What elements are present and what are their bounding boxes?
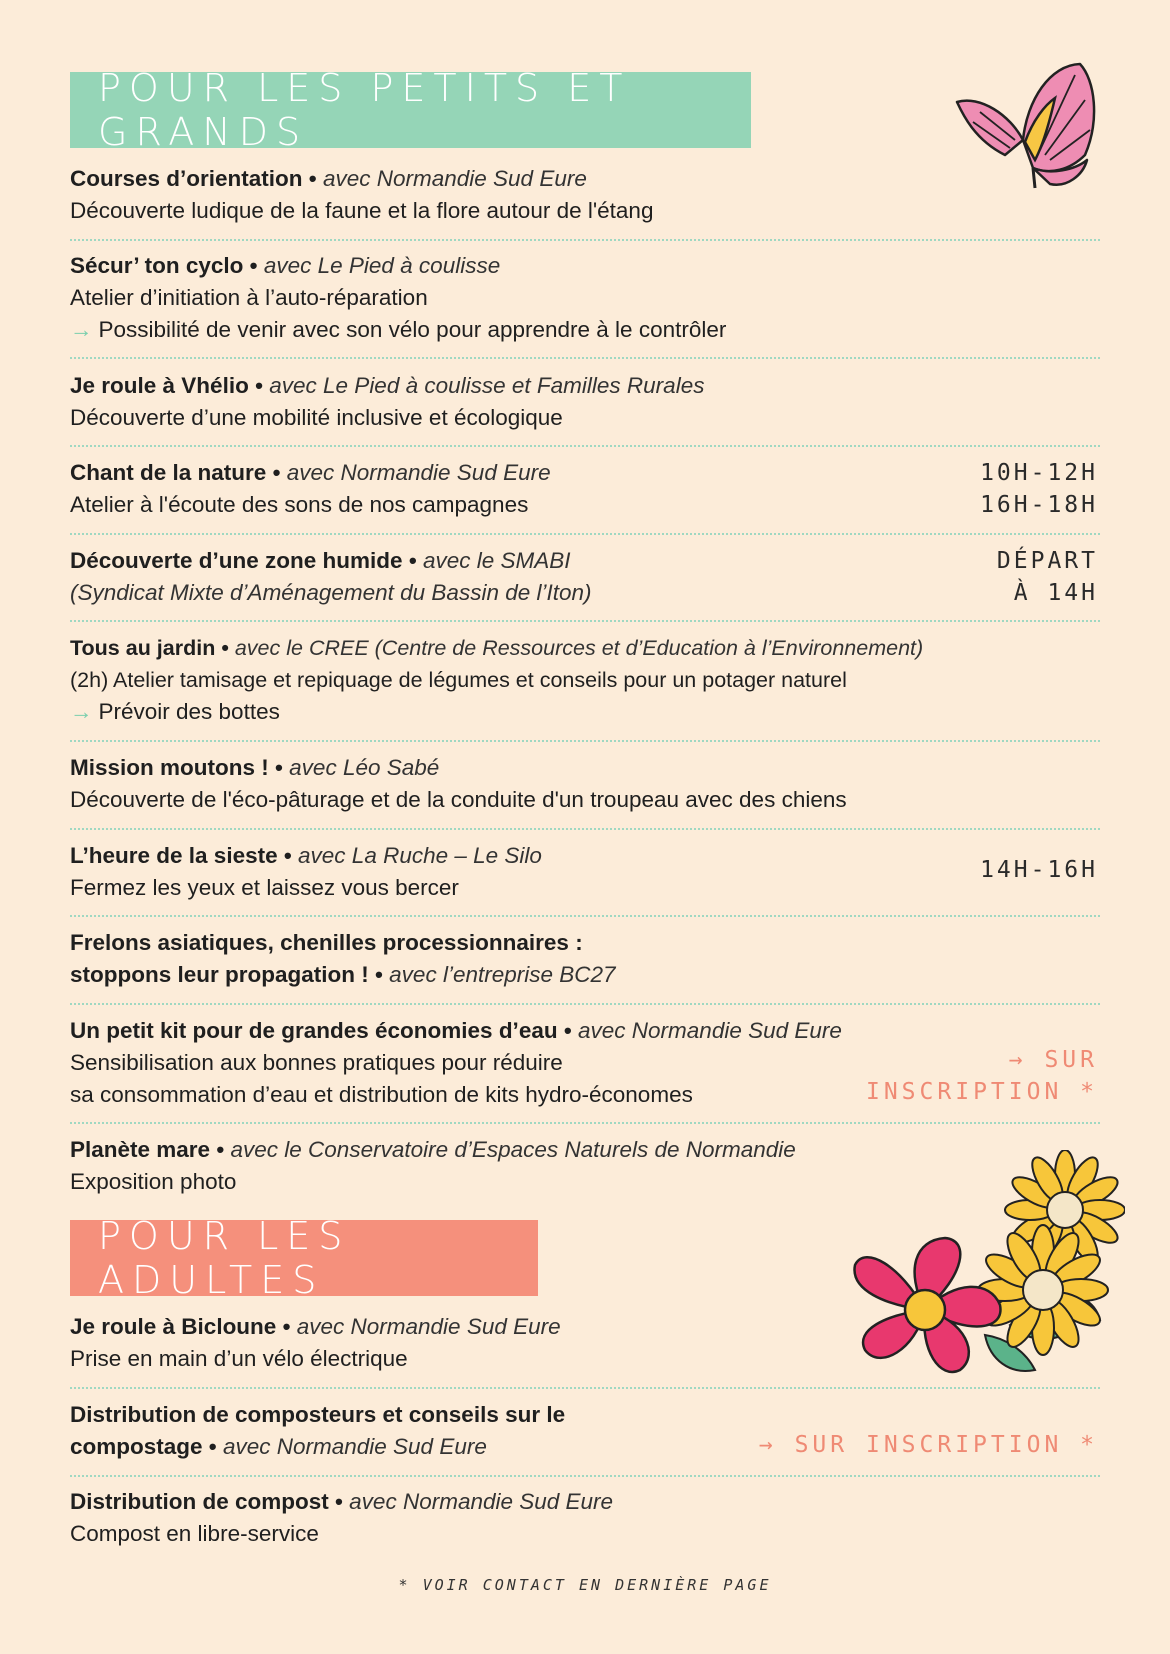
- activity-description: Découverte de l'éco-pâturage et de la conduite d'un troupeau avec des chiens: [70, 787, 847, 812]
- activity-partner: avec Normandie Sud Eure: [349, 1489, 614, 1514]
- section-title-adultes: POUR LES ADULTES: [70, 1220, 538, 1296]
- separator: [70, 1122, 1100, 1124]
- activity-partner: avec La Ruche – Le Silo: [298, 843, 542, 868]
- activity-partner: avec Le Pied à coulisse: [263, 253, 501, 278]
- footnote: * VOIR CONTACT EN DERNIÈRE PAGE: [398, 1576, 772, 1594]
- activity-name: compostage: [70, 1434, 203, 1459]
- activity-description: Découverte ludique de la faune et la flore autour de l'étang: [70, 198, 654, 223]
- activity-frelons: Frelons asiatiques, chenilles processionnaires : stoppons leur propagation ! • avec l’entreprise BC27: [70, 927, 1100, 991]
- arrow-right-icon: →: [70, 699, 93, 724]
- activity-description: (2h) Atelier tamisage et repiquage de légumes et conseils pour un potager naturel: [70, 668, 847, 692]
- activity-name: Je roule à Vhélio: [70, 373, 249, 398]
- separator: [70, 1475, 1100, 1477]
- activity-description: (Syndicat Mixte d’Aménagement du Bassin de l’Iton): [70, 580, 592, 605]
- activity-je-roule-bicloune: Je roule à Bicloune • avec Normandie Sud Eure Prise en main d’un vélo électrique: [70, 1311, 1100, 1375]
- activity-partner: avec le Conservatoire d’Espaces Naturels de Normandie: [230, 1137, 796, 1162]
- activity-name: Frelons asiatiques, chenilles processionnaires :: [70, 930, 583, 955]
- activity-zone-humide: Découverte d’une zone humide • avec le SMABI (Syndicat Mixte d’Aménagement du Bassin de l’Iton): [70, 545, 1100, 609]
- activity-partner: avec Le Pied à coulisse et Familles Rurales: [269, 373, 705, 398]
- activity-partner: avec Normandie Sud Eure: [222, 1434, 487, 1459]
- separator: [70, 1387, 1100, 1389]
- activity-partner: avec Normandie Sud Eure: [578, 1018, 842, 1043]
- activity-partner: avec Normandie Sud Eure: [286, 460, 551, 485]
- separator: [70, 533, 1100, 535]
- activity-name: Chant de la nature: [70, 460, 267, 485]
- activity-description: Sensibilisation aux bonnes pratiques pour réduire: [70, 1050, 563, 1075]
- activity-name: L’heure de la sieste: [70, 843, 278, 868]
- activity-secur-ton-cyclo: Sécur’ ton cyclo • avec Le Pied à coulisse Atelier d’initiation à l’auto-réparation → Possibilité de venir avec son vélo pour apprendre à le contrôler: [70, 250, 1100, 346]
- activity-description: Exposition photo: [70, 1169, 237, 1194]
- activity-description: Fermez les yeux et laissez vous bercer: [70, 875, 459, 900]
- activity-tous-au-jardin: Tous au jardin • avec le CREE (Centre de Ressources et d’Education à l’Environnement) (2h) Atelier tamisage et repiquage de légumes et conseils pour un potager naturel → Prévoir des bottes: [70, 632, 1100, 728]
- activity-name: Distribution de composteurs et conseils sur le: [70, 1402, 566, 1427]
- activity-partner: avec le CREE (Centre de Ressources et d’Education à l’Environnement): [234, 636, 924, 660]
- activity-name: Un petit kit pour de grandes économies d’eau: [70, 1018, 558, 1043]
- activity-name: Sécur’ ton cyclo: [70, 253, 244, 278]
- activity-description: Compost en libre-service: [70, 1521, 319, 1546]
- activity-economies-eau: Un petit kit pour de grandes économies d’eau • avec Normandie Sud Eure Sensibilisation aux bonnes pratiques pour réduire sa consommation d’eau et distribution de kits hydro-économes: [70, 1015, 1100, 1111]
- separator: [70, 239, 1100, 241]
- activity-time: DÉPART À 14H: [996, 548, 1098, 606]
- registration-note: → SUR INSCRIPTION *: [865, 1047, 1098, 1105]
- activity-note: Prévoir des bottes: [98, 699, 280, 724]
- activity-chant-nature: Chant de la nature • avec Normandie Sud Eure Atelier à l'écoute des sons de nos campagnes: [70, 457, 1100, 521]
- activity-heure-sieste: L’heure de la sieste • avec La Ruche – Le Silo Fermez les yeux et laissez vous bercer: [70, 840, 1100, 904]
- separator: [70, 740, 1100, 742]
- activity-description: Prise en main d’un vélo électrique: [70, 1346, 408, 1371]
- activity-description: Découverte d’une mobilité inclusive et écologique: [70, 405, 563, 430]
- activity-mission-moutons: Mission moutons ! • avec Léo Sabé Découverte de l'éco-pâturage et de la conduite d'un troupeau avec des chiens: [70, 752, 1100, 816]
- activity-name: Découverte d’une zone humide: [70, 548, 403, 573]
- activity-je-roule-vhelio: Je roule à Vhélio • avec Le Pied à coulisse et Familles Rurales Découverte d’une mobilité inclusive et écologique: [70, 370, 1100, 434]
- activity-note: Possibilité de venir avec son vélo pour apprendre à le contrôler: [98, 317, 727, 342]
- separator: [70, 915, 1100, 917]
- activity-description: Atelier d’initiation à l’auto-réparation: [70, 285, 428, 310]
- section-title-petits-grands: POUR LES PETITS ET GRANDS: [70, 72, 751, 148]
- separator: [70, 357, 1100, 359]
- activity-time: 14H-16H: [980, 857, 1098, 883]
- separator: [70, 828, 1100, 830]
- separator: [70, 1003, 1100, 1005]
- registration-note: → SUR INSCRIPTION *: [758, 1432, 1098, 1458]
- activity-partner: avec Normandie Sud Eure: [296, 1314, 561, 1339]
- activity-description: Atelier à l'écoute des sons de nos campagnes: [70, 492, 529, 517]
- activity-name: Tous au jardin: [70, 636, 216, 660]
- activity-partner: avec Normandie Sud Eure: [322, 166, 587, 191]
- separator: [70, 620, 1100, 622]
- activity-partner: avec Léo Sabé: [289, 755, 440, 780]
- activity-name: stoppons leur propagation !: [70, 962, 369, 987]
- activity-name: Je roule à Bicloune: [70, 1314, 277, 1339]
- activity-partner: avec le SMABI: [422, 548, 571, 573]
- separator: [70, 445, 1100, 447]
- activity-partner: avec l’entreprise BC27: [389, 962, 616, 987]
- activity-composteurs: Distribution de composteurs et conseils sur le compostage • avec Normandie Sud Eure: [70, 1399, 1100, 1463]
- activity-name: Planète mare: [70, 1137, 211, 1162]
- activity-description: sa consommation d’eau et distribution de kits hydro-économes: [70, 1082, 693, 1107]
- activity-distribution-compost: Distribution de compost • avec Normandie Sud Eure Compost en libre-service: [70, 1486, 1100, 1550]
- activity-name: Distribution de compost: [70, 1489, 329, 1514]
- activity-time: 10H-12H 16H-18H: [980, 460, 1098, 518]
- activity-planete-mare: Planète mare • avec le Conservatoire d’Espaces Naturels de Normandie Exposition photo: [70, 1134, 1100, 1198]
- arrow-right-icon: →: [70, 317, 93, 342]
- activity-name: Courses d’orientation: [70, 166, 303, 191]
- activity-name: Mission moutons !: [70, 755, 269, 780]
- activity-courses-orientation: Courses d’orientation • avec Normandie Sud Eure Découverte ludique de la faune et la flore autour de l'étang: [70, 163, 1100, 227]
